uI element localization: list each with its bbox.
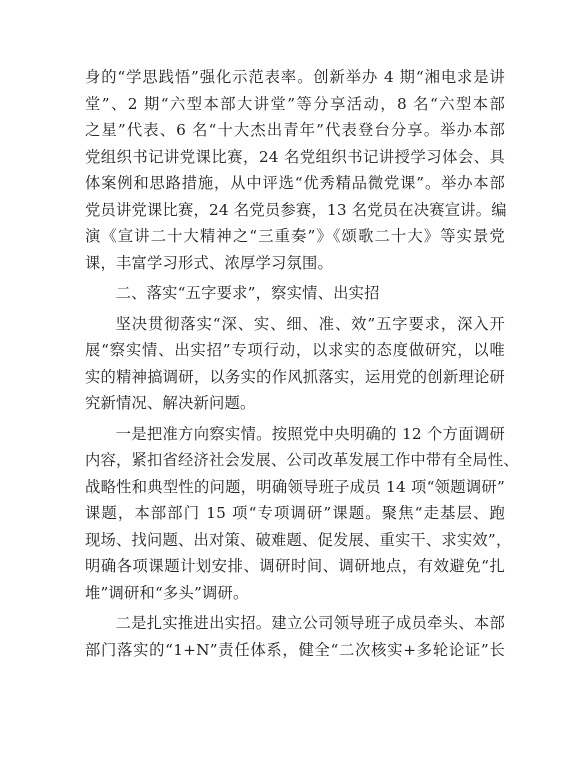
text-line: 实的精神搞调研，以务实的作风抓落实，运用党的创新理论研: [85, 367, 505, 386]
paragraph: [85, 421, 519, 607]
text-line: 课，丰富学习形式、浓厚学习氛围。: [85, 253, 333, 272]
text-line: 堂”、2 期“六型本部大讲堂”等分享活动，8 名“六型本部: [85, 94, 505, 113]
text-line: 体案例和思路措施，从中评选“优秀精品微党课”。举办本部: [85, 174, 505, 192]
text-line: 二是扎实推进出实招。建立公司领导班子成员牵头、本部: [115, 614, 505, 632]
text-line: 党组织书记讲党课比赛，24 名党组织书记讲授学习体会、具: [85, 147, 505, 166]
document-body: [85, 64, 519, 663]
text-line: 党员讲党课比赛，24 名党员参赛，13 名党员在决赛宣讲。编: [85, 200, 507, 219]
text-line: 堆”调研和“多头”调研。: [85, 583, 249, 602]
paragraph-continuation: [85, 64, 505, 276]
text-line: 战略性和典型性的问题，明确领导班子成员 14 项“领题调研”: [85, 477, 505, 496]
text-line: 演《宣讲二十大精神之“三重奏”》《颂歌二十大》等实景党: [85, 227, 505, 245]
text-line: 一是把准方向察实情。按照党中央明确的 12 个方面调研: [115, 424, 505, 443]
text-line: 明确各项课题计划安排、调研时间、调研地点，有效避免“扎: [85, 557, 505, 575]
text-line: 部门落实的“1+N”责任体系，健全“二次核实+多轮论证”长: [85, 640, 505, 659]
text-line: 展“察实情、出实招”专项行动，以求实的态度做研究，以唯: [85, 341, 505, 359]
paragraph: [85, 311, 505, 417]
text-line: 之星”代表、6 名“十大杰出青年”代表登台分享。举办本部: [85, 121, 505, 139]
paragraph: [85, 610, 505, 663]
text-line: 内容，紧扣省经济社会发展、公司改革发展工作中带有全局性、: [85, 451, 519, 469]
text-line: 课题，本部部门 15 项“专项调研”课题。聚焦“走基层、跑: [85, 504, 505, 522]
section-heading: [85, 280, 505, 307]
text-line: 现场、找问题、出对策、破难题、促发展、重实干、求实效”，: [85, 530, 512, 549]
section-heading-text: 二、落实“五字要求”，察实情、出实招: [115, 284, 380, 302]
text-line: 身的“学思践悟”强化示范表率。创新举办 4 期“湘电求是讲: [85, 68, 505, 86]
text-line: 究新情况、解决新问题。: [85, 394, 256, 412]
text-line: 坚决贯彻落实“深、实、细、准、效”五字要求，深入开: [115, 314, 505, 333]
